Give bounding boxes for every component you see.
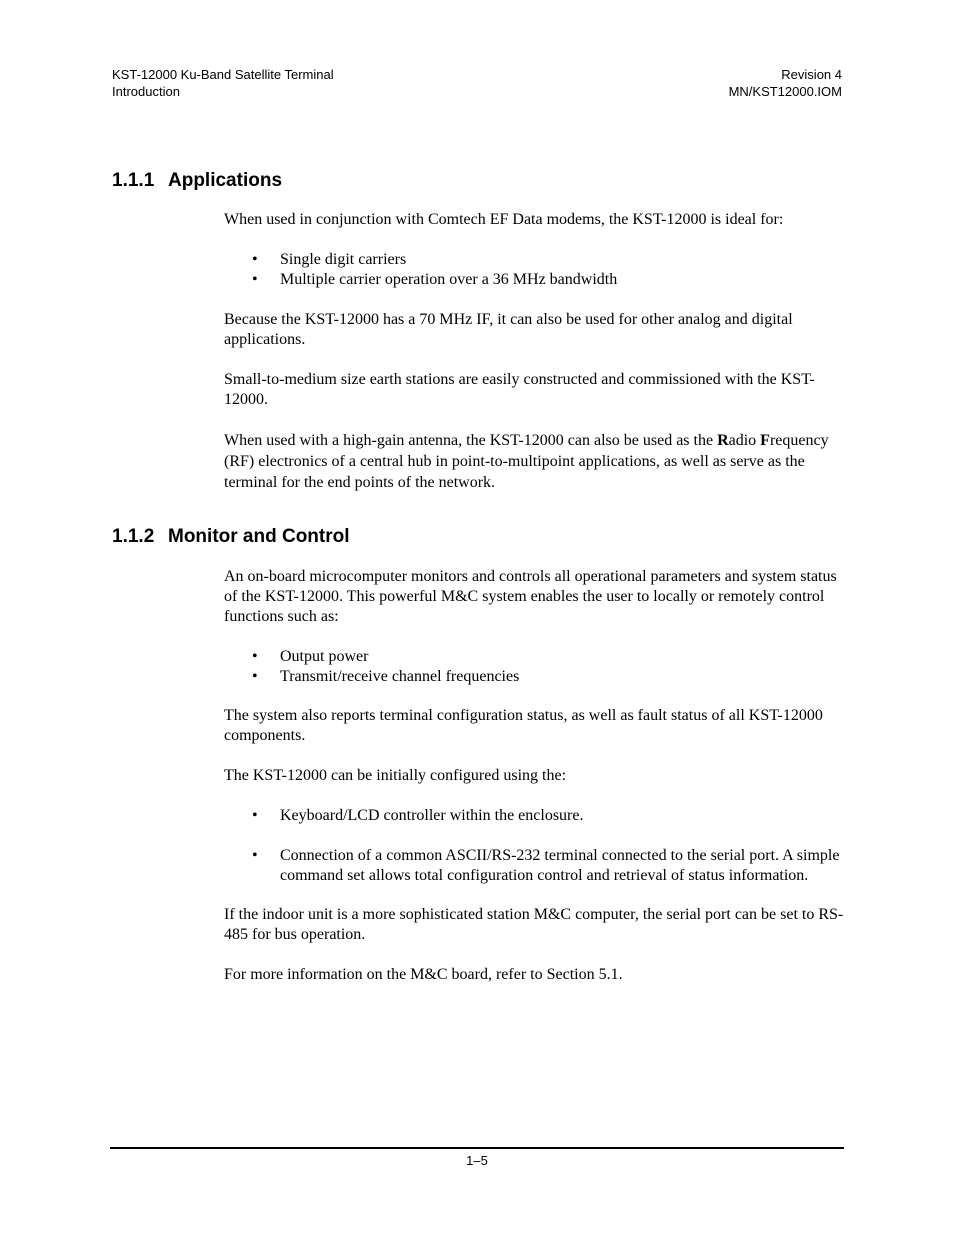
applications-intro: When used in conjunction with Comtech EF Data modems, the KST-12000 is ideal for: [224,211,784,228]
header-doc-number: MN/KST12000.IOM [728,83,842,99]
paragraph-stations: Small-to-medium size earth stations are easily constructed and commissioned with the KST-12000. [224,371,815,408]
list-item: • Output power [224,647,844,667]
paragraph-status: The system also reports terminal configuration status, as well as fault status of all KST-12000 components. [224,707,823,744]
list-item: • Keyboard/LCD controller within the enclosure. [224,806,844,826]
mc-bullet-list [224,647,844,687]
section-title: Applications [168,170,283,191]
paragraph-rf [224,430,844,493]
applications-bullet-list [224,250,844,290]
bold-letter-r: R [717,432,729,449]
section-number: 1.1.2 [112,526,155,547]
paragraph-config: The KST-12000 can be initially configured using the: [224,767,567,784]
paragraph-rf-text: adio [728,432,761,449]
paragraph-more-info: For more information on the M&C board, refer to Section 5.1. [224,966,623,983]
paragraph-rf-text: requency (RF) electronics of a central hub in point-to-multipoint applications, as well as serve as the terminal for the end points of the network. [224,432,829,491]
paragraph-rf-text: When used with a high-gain antenna, the KST-12000 can also be used as the [224,432,718,449]
header-doc-title: KST-12000 Ku-Band Satellite Terminal [112,67,334,82]
bold-letter-f: F [760,432,770,449]
page-number: 1–5 [466,1153,488,1168]
paragraph-rs485: If the indoor unit is a more sophisticated station M&C computer, the serial port can be set to RS-485 for bus operation. [224,906,844,943]
monitor-control-body [224,567,844,985]
section-heading-monitor-control [112,526,350,548]
header-chapter: Introduction [112,83,180,99]
list-item: • Connection of a common ASCII/RS-232 terminal connected to the serial port. A simple command set allows total configuration control and retrieval of status information. [224,846,844,886]
applications-body [224,210,844,493]
list-item: • Transmit/receive channel frequencies [224,667,844,687]
header-revision: Revision 4 [781,67,842,82]
header-left [112,67,334,100]
header-right [729,67,842,100]
mc-intro: An on-board microcomputer monitors and controls all operational parameters and system status of the KST-12000. This powerful M&C system enables the user to locally or remotely control functions such as: [224,568,837,625]
section-title: Monitor and Control [168,526,350,547]
list-item: • Single digit carriers [224,250,844,270]
list-item: • Multiple carrier operation over a 36 MHz bandwidth [224,270,844,290]
paragraph-if: Because the KST-12000 has a 70 MHz IF, it can also be used for other analog and digital applications. [224,311,793,348]
config-bullet-list [224,806,844,886]
section-heading-applications [112,170,282,192]
section-number: 1.1.1 [112,170,155,191]
footer-divider [110,1147,844,1149]
